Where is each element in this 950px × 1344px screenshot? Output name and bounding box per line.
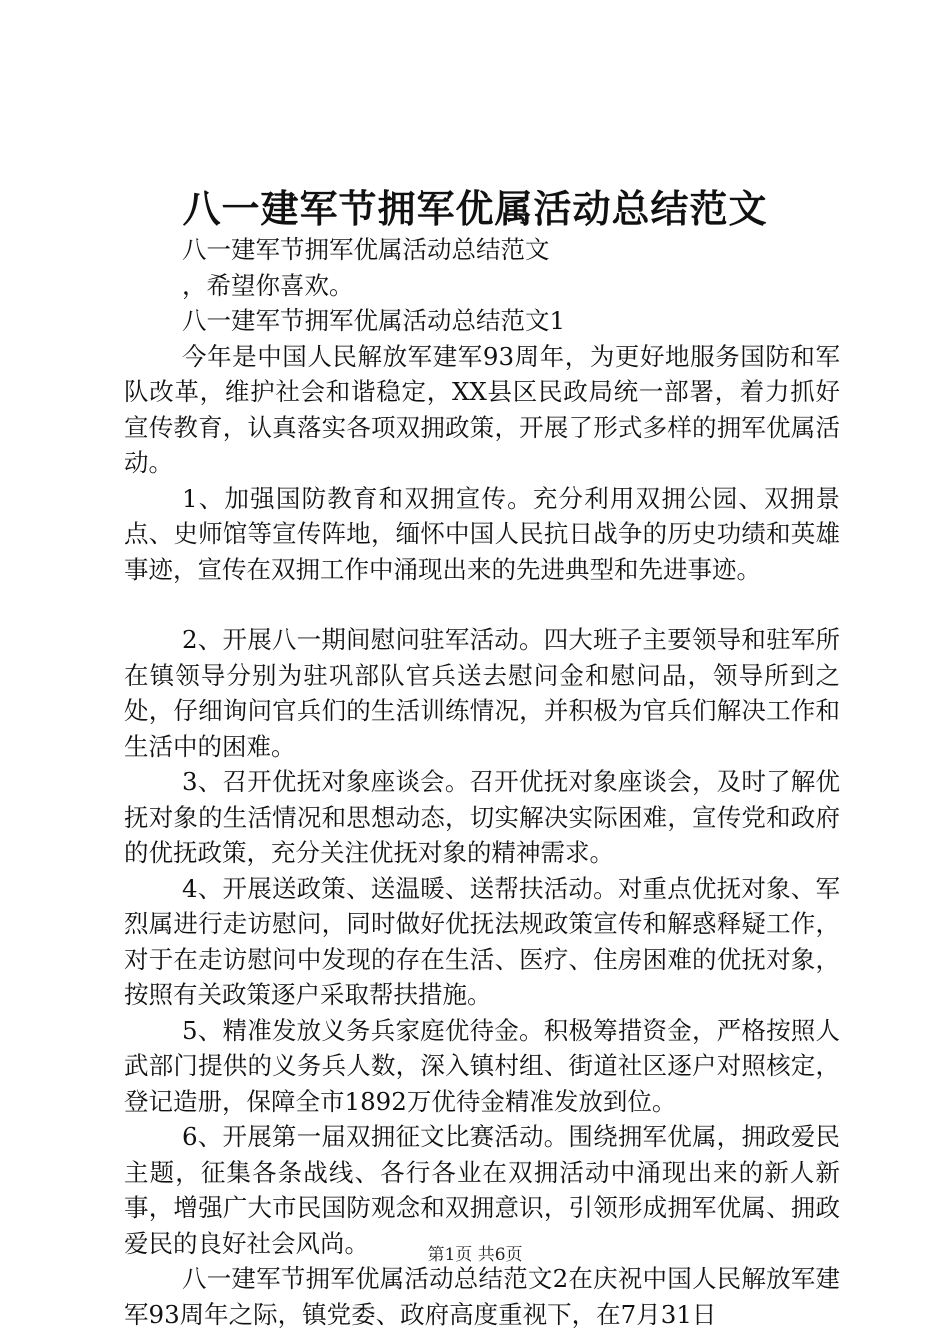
paragraph-item-6: 6、开展第一届双拥征文比赛活动。围绕拥军优属，拥政爱民主题，征集各条战线、各行各业在双拥活动中涌现出来的新人新事，增强广大市民国防观念和双拥意识，引领形成拥军优属、拥政爱民的良好社会风尚。 [124,1122,840,1258]
page-footer: 第1页 共6页 [427,1245,523,1265]
paragraph-item-3: 3、召开优抚对象座谈会。召开优抚对象座谈会，及时了解优抚对象的生活情况和思想动态，切实解决实际困难，宣传党和政府的优抚政策，充分关注优抚对象的精神需求。 [124,767,840,867]
paragraph-section-1-heading: 八一建军节拥军优属活动总结范文1 [182,306,566,335]
paragraph-item-1: 1、加强国防教育和双拥宣传。充分利用双拥公园、双拥景点、史师馆等宣传阵地，缅怀中国人民抗日战争的历史功绩和英雄事迹，宣传在双拥工作中涌现出来的先进典型和先进事迹。 [124,483,840,584]
paragraph-intro-wish: ，希望你喜欢。 [182,270,354,300]
paragraph-intro-title: 八一建军节拥军优属活动总结范文 [182,235,550,264]
paragraph-gap [124,587,840,622]
paragraph-item-5: 5、精准发放义务兵家庭优待金。积极筹措资金，严格按照人武部门提供的义务兵人数，深入镇村组、街道社区逐户对照核定，登记造册，保障全市1892万优待金精准发放到位。 [124,1015,840,1116]
paragraph-section-2-start: 八一建军节拥军优属活动总结范文2在庆祝中国人民解放军建军93周年之际，镇党委、政府高度重视下，在7月31日 [124,1264,840,1329]
document-body [124,206,840,1332]
paragraph-overview: 今年是中国人民解放军建军93周年，为更好地服务国防和军队改革，维护社会和谐稳定，XX县区民政局统一部署，着力抓好宣传教育，认真落实各项双拥政策，开展了形式多样的拥军优属活动。 [124,341,840,477]
document-title: 八一建军节拥军优属活动总结范文 [182,186,768,231]
paragraph-item-2: 2、开展八一期间慰问驻军活动。四大班子主要领导和驻军所在镇领导分别为驻巩部队官兵送去慰问金和慰问品，领导所到之处，仔细询问官兵们的生活训练情况，并积极为官兵们解决工作和生活中的困难。 [124,625,840,761]
paragraph-item-4: 4、开展送政策、送温暖、送帮扶活动。对重点优抚对象、军烈属进行走访慰问，同时做好优抚法规政策宣传和解惑释疑工作，对于在走访慰问中发现的存在生活、医疗、住房困难的优抚对象，按照有关政策逐户采取帮扶措施。 [124,873,840,1009]
